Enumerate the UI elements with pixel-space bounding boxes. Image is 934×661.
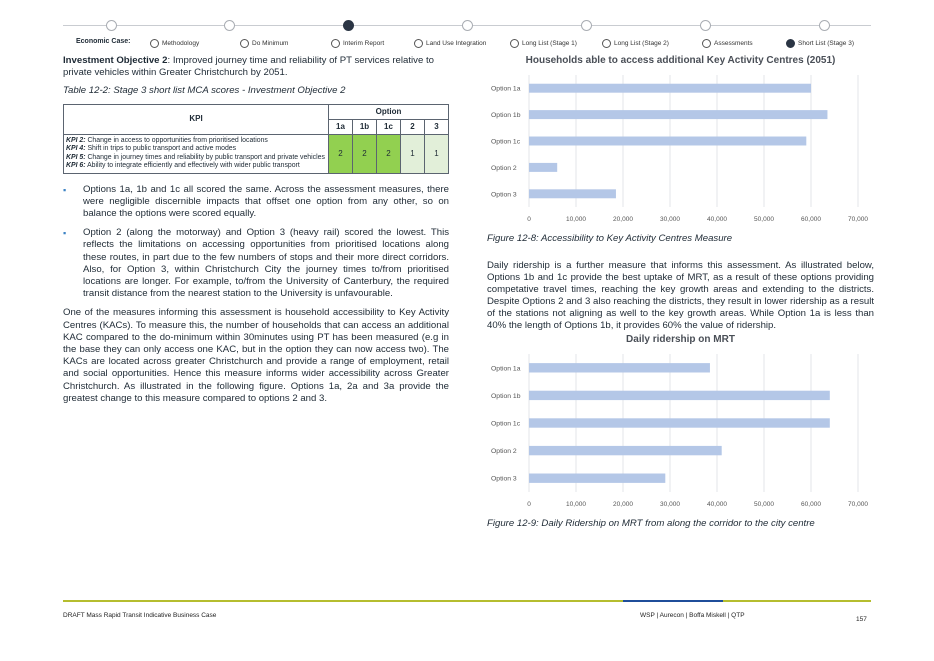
category-label: Option 1b: [491, 392, 521, 400]
left-column: [63, 55, 449, 405]
x-tick-label: 0: [527, 501, 531, 508]
radio-icon: [240, 39, 249, 48]
footer-rule-accent: [623, 600, 723, 602]
x-tick-label: 10,000: [566, 216, 586, 223]
x-tick-label: 70,000: [848, 501, 868, 508]
option-col-header: 1c: [377, 119, 401, 134]
nav-item-label: Assessments: [714, 40, 753, 47]
bar-option-3: [529, 474, 665, 483]
category-label: Option 1c: [491, 420, 521, 428]
bar-option-1b: [529, 110, 827, 119]
bar-option-1c: [529, 418, 830, 427]
category-label: Option 1b: [491, 112, 521, 120]
x-tick-label: 20,000: [613, 501, 633, 508]
nav-item-assessments[interactable]: [702, 39, 753, 48]
radio-icon: [331, 39, 340, 48]
category-label: Option 2: [491, 448, 517, 456]
nav-item-long-list-stage-1[interactable]: [510, 39, 577, 48]
ridership-paragraph: Daily ridership is a further measure that informs this assessment. As illustrated below, Options 1b and 1c provide the best uptake of MRT, as a result of these options providing competative travel times, reaching the key growth areas and extending to the districts. Despite Options 2 and 3 also reaching the districts, they result in lower ridership as a result of the stations not aligning as well to the key growth areas. While Option 1a is less than 40% the length of Options 1b, it provides 60% the value of ridership.: [487, 260, 874, 331]
category-label: Option 3: [491, 191, 517, 199]
mca-score-table: [63, 104, 449, 174]
category-label: Option 1c: [491, 138, 521, 146]
bullet-list: [63, 184, 449, 301]
kpi-item: KPI 4: Shift in trips to public transport and active modes: [66, 145, 237, 153]
figure-12-9-caption: Figure 12-9: Daily Ridership on MRT from along the corridor to the city centre: [487, 518, 815, 529]
bar-option-2: [529, 446, 722, 455]
page-number: 157: [856, 616, 867, 623]
stepper-dot-6[interactable]: [700, 20, 711, 31]
chart-2-daily-ridership: [487, 346, 874, 512]
nav-item-interim-report[interactable]: [331, 39, 384, 48]
stepper-dot-7[interactable]: [819, 20, 830, 31]
score-cell-1b: 2: [353, 135, 377, 174]
stepper-dot-2[interactable]: [224, 20, 235, 31]
x-tick-label: 40,000: [707, 501, 727, 508]
nav-item-short-list-stage-3[interactable]: [786, 39, 854, 48]
nav-item-label: Land Use Integration: [426, 40, 487, 47]
kpi-list-cell: [64, 135, 329, 174]
nav-item-methodology[interactable]: [150, 39, 199, 48]
stepper-dot-1[interactable]: [106, 20, 117, 31]
progress-stepper: [0, 0, 934, 52]
bar-option-1c: [529, 137, 806, 146]
nav-item-label: Long List (Stage 1): [522, 40, 577, 47]
nav-item-do-minimum[interactable]: [240, 39, 288, 48]
footer-rule: [63, 600, 871, 602]
nav-item-label: Long List (Stage 2): [614, 40, 669, 47]
kpi-item: KPI 6: Ability to integrate efficiently and effectively with wider public transport: [66, 162, 300, 170]
figure-12-8-caption: Figure 12-8: Accessibility to Key Activity Centres Measure: [487, 233, 733, 244]
radio-icon: [702, 39, 711, 48]
x-tick-label: 0: [527, 216, 531, 223]
category-label: Option 1a: [491, 365, 521, 373]
chart-1-title: Households able to access additional Key Activity Centres (2051): [525, 55, 836, 66]
footer-companies: WSP | Aurecon | Boffa Miskell | QTP: [640, 612, 745, 619]
nav-item-long-list-stage-2[interactable]: [602, 39, 669, 48]
footer-document-title: DRAFT Mass Rapid Transit Indicative Business Case: [63, 612, 217, 619]
bar-option-1a: [529, 84, 811, 93]
category-label: Option 3: [491, 475, 517, 483]
x-tick-label: 50,000: [754, 216, 774, 223]
x-tick-label: 60,000: [801, 501, 821, 508]
objective-text: : Improved journey time and reliability of PT services relative to private vehicles within Greater Christchurch by 2051.: [63, 55, 434, 79]
radio-icon: [510, 39, 519, 48]
option-col-header: 1a: [329, 119, 353, 134]
kpi-header: KPI: [64, 104, 329, 134]
bullet-item: ▪ Option 2 (along the motorway) and Option 3 (heavy rail) scored the lowest. This reflects the limitations on accessing opportunities from prioritised locations along these routes, in part due to the few numbers of stops and their more direct corridors. Also, for Option 3, within Christchurch City the journey times to/from prioritised locations are longer. For example, to/from the University of Canterbury, the required transit distance from the nearest station to the University is unfavourable.: [63, 227, 449, 300]
x-tick-label: 20,000: [613, 216, 633, 223]
score-cell-1a: 2: [329, 135, 353, 174]
x-tick-label: 50,000: [754, 501, 774, 508]
option-header: Option: [329, 104, 449, 119]
bar-option-3: [529, 189, 616, 198]
option-col-header: 3: [425, 119, 449, 134]
nav-item-label: Do Minimum: [252, 40, 289, 47]
kpi-item: KPI 5: Change in journey times and reliability by public transport and private vehicles: [66, 153, 325, 161]
chart-1-households-kac: [487, 67, 874, 227]
radio-icon: [414, 39, 423, 48]
body-paragraph: One of the measures informing this assessment is household accessibility to Key Activity Centres (KACs). To measure this, the number of households that can access an additional KAC compared to the do-minimum within 30minutes using PT has been measured (e.g in the base they can only access one KAC, but in the option they can now access two). The KACs are located across greater Christchurch and provide a range of employment, retail and social opportunities. Hence this measure informs wider accessibility across Greater Christchurch. As illustrated in the following figure. Options 1a, 2a and 3a provide the greatest change to this measure compared to options 2 and 3.: [63, 307, 449, 404]
radio-icon: [150, 39, 159, 48]
table-caption: Table 12-2: Stage 3 short list MCA scores - Investment Objective 2: [63, 85, 346, 97]
nav-item-label: Short List (Stage 3): [798, 40, 854, 47]
investment-objective: [63, 55, 449, 79]
category-label: Option 1a: [491, 85, 521, 93]
bar-option-2: [529, 163, 557, 172]
x-tick-label: 70,000: [848, 216, 868, 223]
bullet-item: ▪ Options 1a, 1b and 1c all scored the same. Across the assessment measures, there were negligible discernible impacts that offset one option from any other, so on balance the options were scored equally.: [63, 184, 449, 221]
stepper-dot-5[interactable]: [581, 20, 592, 31]
bar-option-1a: [529, 363, 710, 372]
option-col-header: 2: [401, 119, 425, 134]
nav-item-label: Methodology: [162, 40, 200, 47]
x-tick-label: 40,000: [707, 216, 727, 223]
radio-icon: [602, 39, 611, 48]
x-tick-label: 10,000: [566, 501, 586, 508]
x-tick-label: 60,000: [801, 216, 821, 223]
score-cell-3: 1: [425, 135, 449, 174]
stepper-dot-current[interactable]: [343, 20, 354, 31]
option-col-header: 1b: [353, 119, 377, 134]
nav-item-label: Interim Report: [343, 40, 385, 47]
score-cell-2: 1: [401, 135, 425, 174]
objective-label: Investment Objective 2: [63, 55, 168, 66]
kpi-item: KPI 2: Change in access to opportunities from prioritised locations: [66, 137, 268, 145]
bar-option-1b: [529, 391, 830, 400]
right-column: [487, 55, 874, 530]
nav-item-land-use-integration[interactable]: [414, 39, 486, 48]
nav-label: Economic Case:: [76, 38, 131, 45]
category-label: Option 2: [491, 164, 517, 172]
radio-selected-icon: [786, 39, 795, 48]
score-cell-1c: 2: [377, 135, 401, 174]
stepper-dot-4[interactable]: [462, 20, 473, 31]
x-tick-label: 30,000: [660, 501, 680, 508]
chart-2-title: Daily ridership on MRT: [626, 334, 735, 345]
x-tick-label: 30,000: [660, 216, 680, 223]
